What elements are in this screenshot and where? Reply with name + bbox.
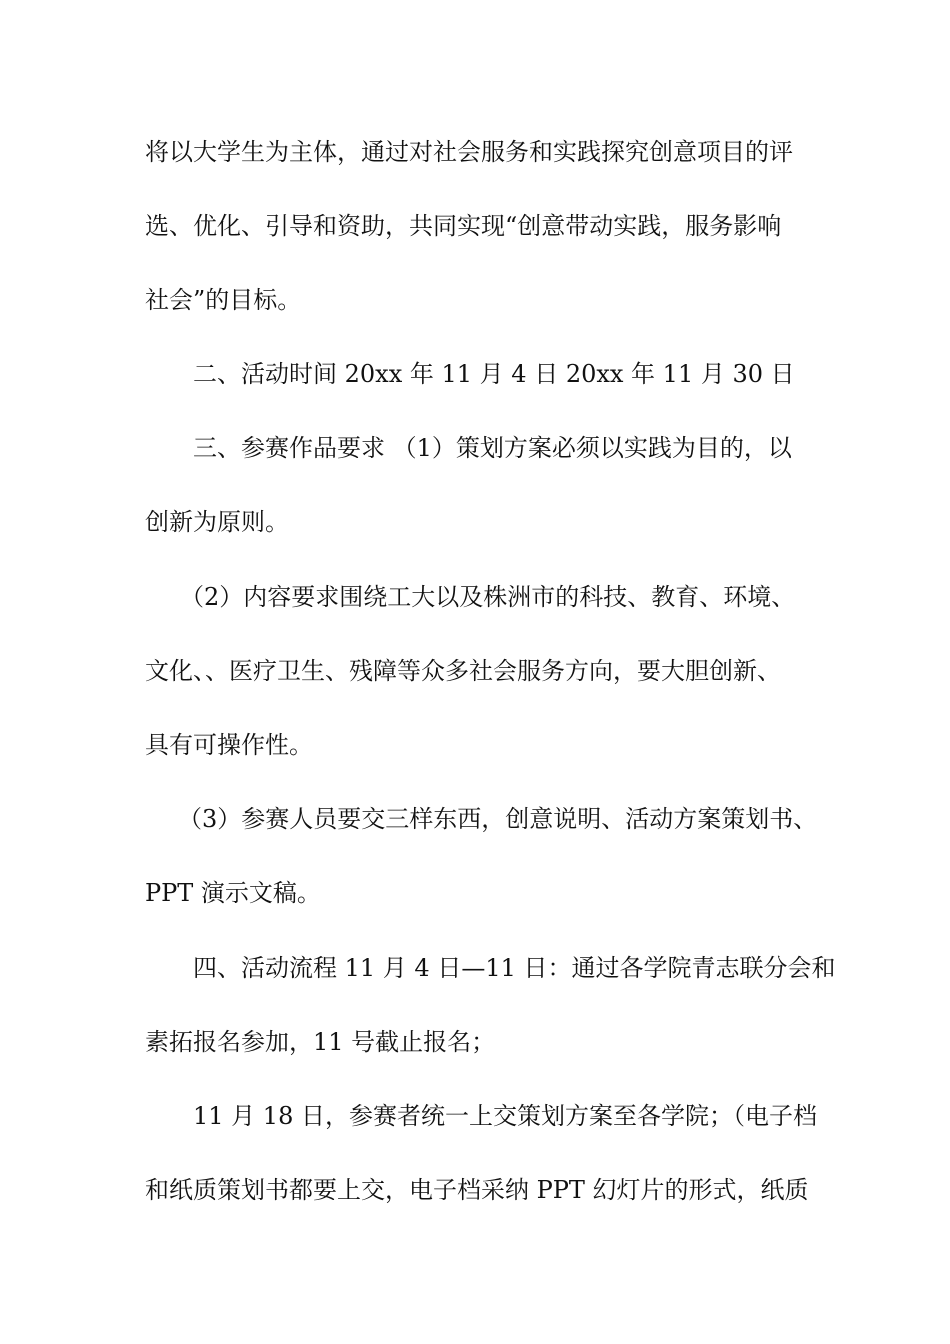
paragraph-line: 具有可操作性。 [145,731,313,759]
paragraph-line: PPT 演示文稿。 [145,879,321,907]
paragraph-line: 和纸质策划书都要上交，电子档采纳 PPT 幻灯片的形式，纸质 [145,1176,809,1204]
paragraph-line: 文化、、医疗卫生、残障等众多社会服务方向，要大胆创新、 [145,657,781,685]
requirement-item-2: （2）内容要求围绕工大以及株洲市的科技、教育、环境、 [180,583,796,611]
section-heading-activity-time: 二、活动时间 20xx 年 11 月 4 日 20xx 年 11 月 30 日 [193,360,795,388]
paragraph-line: 素拓报名参加，11 号截止报名； [145,1028,496,1056]
section-heading-process: 四、活动流程 11 月 4 日—11 日：通过各学院青志联分会和 [193,954,836,982]
paragraph-line: 社会”的目标。 [145,286,302,314]
process-step-line: 11 月 18 日，参赛者统一上交策划方案至各学院；（电子档 [193,1102,817,1130]
requirement-item-3: （3）参赛人员要交三样东西，创意说明、活动方案策划书、 [178,805,818,833]
paragraph-line: 创新为原则。 [145,508,289,536]
paragraph-line: 将以大学生为主体，通过对社会服务和实践探究创意项目的评 [145,138,793,166]
section-heading-requirements: 三、参赛作品要求 （1）策划方案必须以实践为目的，以 [193,434,792,462]
paragraph-line: 选、优化、引导和资助，共同实现“创意带动实践，服务影响 [145,212,782,240]
